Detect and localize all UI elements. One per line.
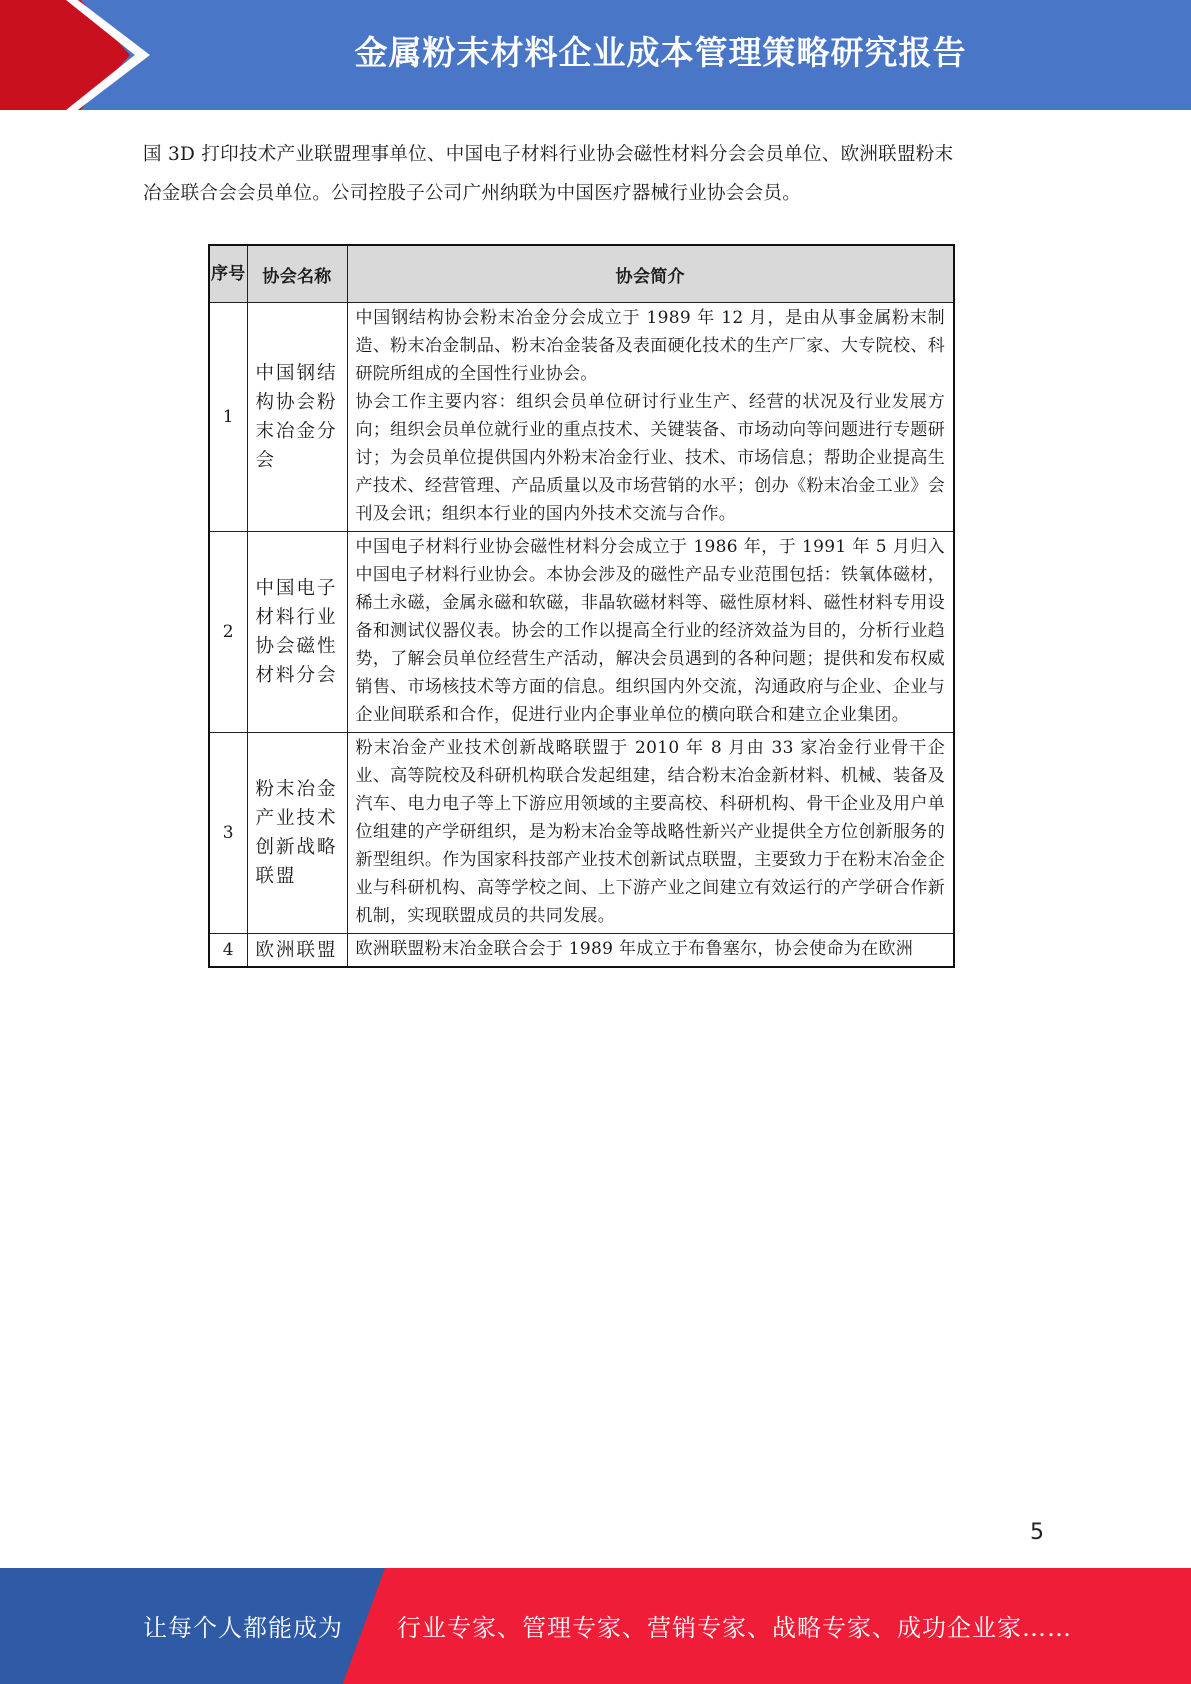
association-description: 中国电子材料行业协会磁性材料分会成立于 1986 年，于 1991 年 5 月归入中国电子材料行业协会。本协会涉及的磁性产品专业范围包括：铁氧体磁材，稀土永磁，金属永磁和软磁，非晶软磁材料等、磁性原材料、磁性材料专用设备和测试仪器仪表。协会的工作以提高全行业的经济效益为目的，分析行业趋势，了解会员单位经营生产活动，解决会员遇到的各种问题；提供和发布权威销售、市场核技术等方面的信息。组织国内外交流，沟通政府与企业、企业与企业间联系和合作，促进行业内企事业单位的横向联合和建立企业集团。 (347, 532, 954, 733)
page-header (0, 0, 1191, 110)
intro-line: 冶金联合会会员单位。公司控股子公司广州纳联为中国医疗器械行业协会会员。 (143, 183, 802, 204)
report-title: 金属粉末材料企业成本管理策略研究报告 (354, 33, 967, 72)
association-name: 粉末冶金产业技术创新战略联盟 (247, 733, 347, 934)
table-row (209, 733, 954, 934)
header-serial-number: 序号 (209, 245, 247, 303)
footer-slogan-right: 行业专家、管理专家、营销专家、战略专家、成功企业家…… (397, 1614, 1072, 1642)
page-number: 5 (1030, 1520, 1044, 1545)
intro-paragraph (143, 135, 1043, 213)
header-association-name: 协会名称 (247, 245, 347, 303)
row-number: 4 (209, 934, 247, 968)
association-name: 中国钢结构协会粉末冶金分会 (247, 303, 347, 532)
intro-line: 国 3D 打印技术产业联盟理事单位、中国电子材料行业协会磁性材料分会会员单位、欧洲联盟粉末 (143, 144, 954, 165)
association-table (208, 244, 955, 968)
association-name: 中国电子材料行业协会磁性材料分会 (247, 532, 347, 733)
footer-slogan-left: 让每个人都能成为 (143, 1614, 343, 1642)
row-number: 3 (209, 733, 247, 934)
association-description (347, 303, 954, 532)
association-description: 粉末冶金产业技术创新战略联盟于 2010 年 8 月由 33 家冶金行业骨干企业、高等院校及科研机构联合发起组建，结合粉末冶金新材料、机械、装备及汽车、电力电子等上下游应用领域的主要高校、科研机构、骨干企业及用户单位组建的产学研组织，是为粉末冶金等战略性新兴产业提供全方位创新服务的新型组织。作为国家科技部产业技术创新试点联盟，主要致力于在粉末冶金企业与科研机构、高等学校之间、上下游产业之间建立有效运行的产学研合作新机制，实现联盟成员的共同发展。 (347, 733, 954, 934)
description-paragraph: 中国钢结构协会粉末冶金分会成立于 1989 年 12 月，是由从事金属粉末制造、粉末冶金制品、粉末冶金装备及表面硬化技术的生产厂家、大专院校、科研院所组成的全国性行业协会。 (355, 308, 945, 384)
table-row (209, 532, 954, 733)
table-row (209, 303, 954, 532)
association-description: 欧洲联盟粉末冶金联合会于 1989 年成立于布鲁塞尔，协会使命为在欧洲 (347, 934, 954, 968)
description-paragraph: 协会工作主要内容：组织会员单位研讨行业生产、经营的状况及行业发展方向；组织会员单位就行业的重点技术、关键装备、市场动向等问题进行专题研讨；为会员单位提供国内外粉末冶金行业、技术、市场信息；帮助企业提高生产技术、经营管理、产品质量以及市场营销的水平；创办《粉末冶金工业》会刊及会讯；组织本行业的国内外技术交流与合作。 (355, 392, 945, 524)
association-name: 欧洲联盟 (247, 934, 347, 968)
table-row (209, 934, 954, 968)
row-number: 1 (209, 303, 247, 532)
page-footer (0, 1568, 1191, 1684)
header-association-intro: 协会简介 (347, 245, 954, 303)
row-number: 2 (209, 532, 247, 733)
table-header-row (209, 245, 954, 303)
header-red-arrow-decoration (0, 0, 130, 110)
